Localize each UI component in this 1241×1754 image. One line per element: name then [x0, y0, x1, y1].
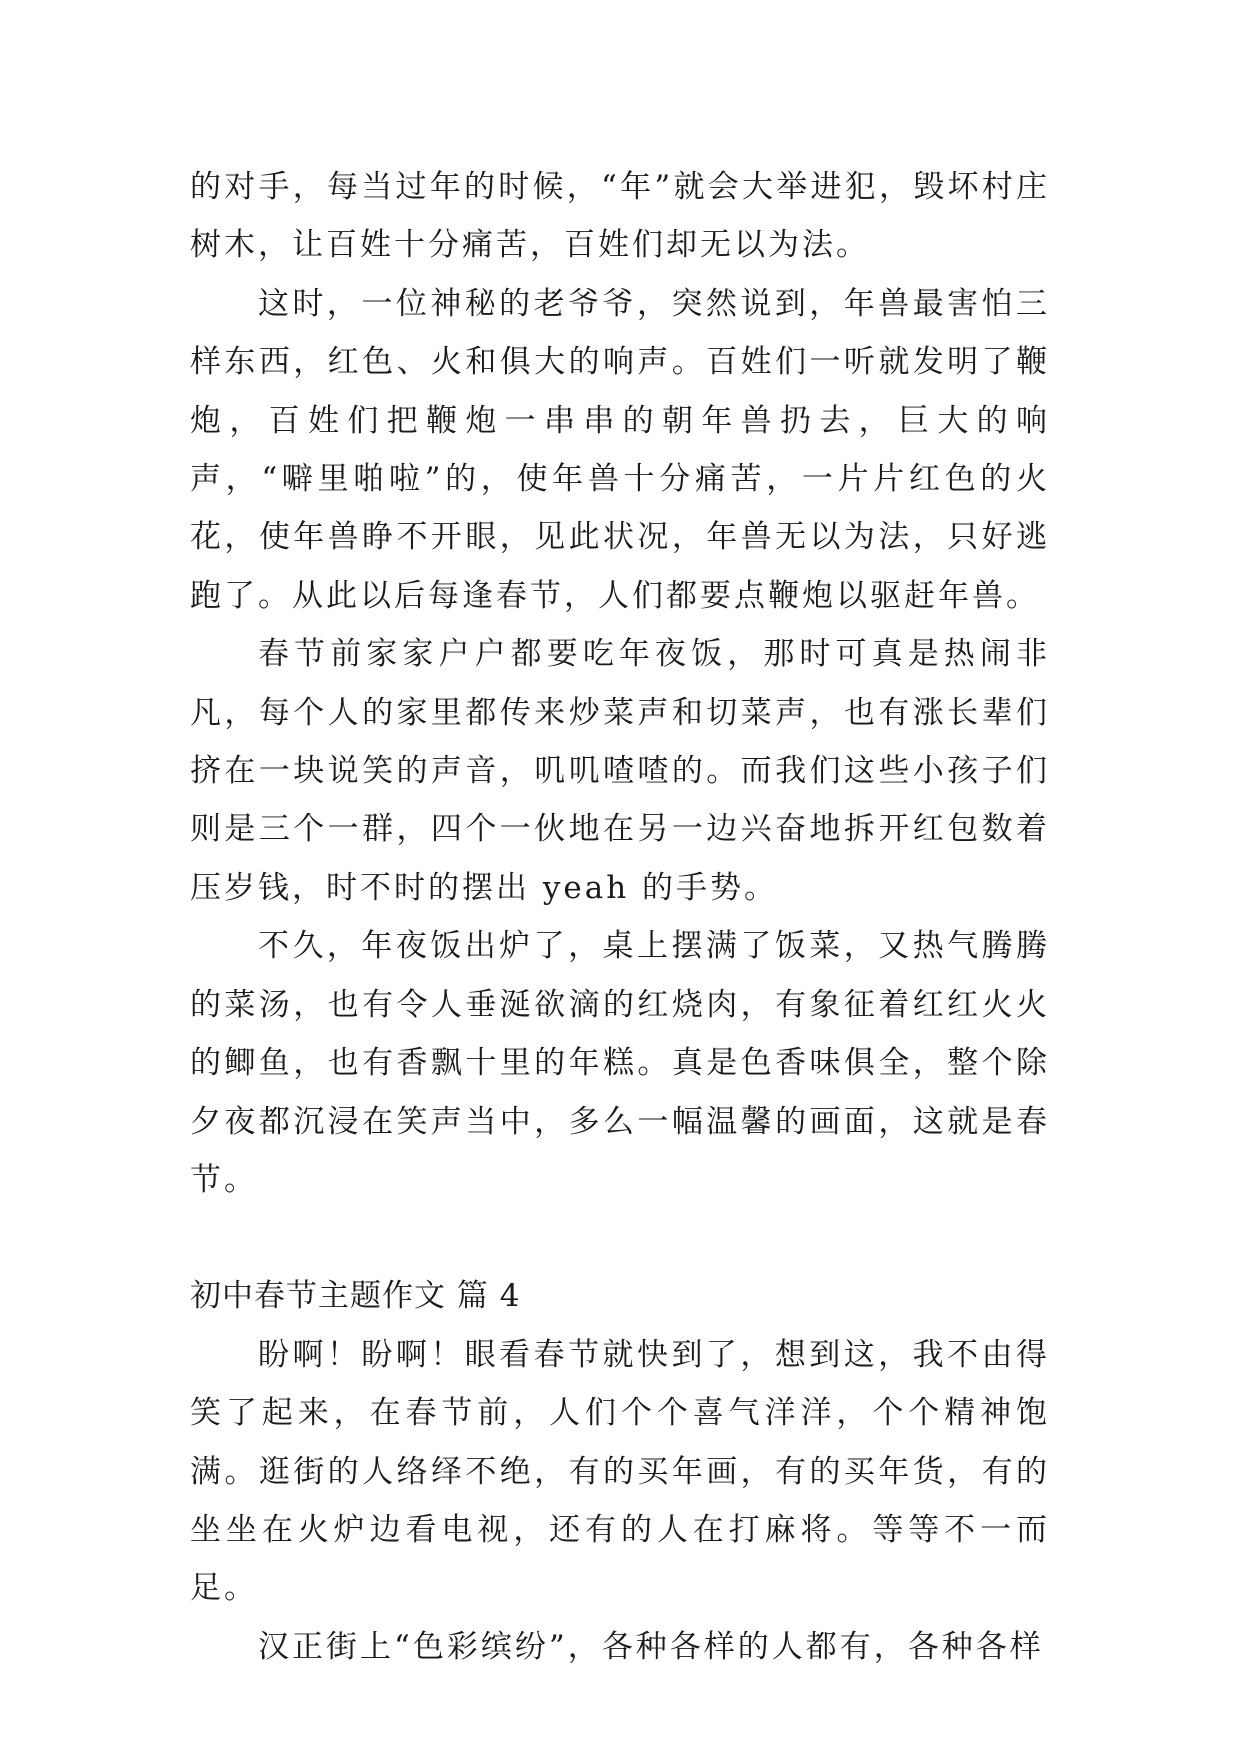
paragraph-hanzheng-street: 汉正街上“色彩缤纷”，各种各样的人都有，各种各样	[258, 1628, 1044, 1665]
paragraph-dinner-served: 不久，年夜饭出炉了，桌上摆满了饭菜，又热气腾腾的菜汤，也有令人垂涎欲滴的红烧肉，有象征着红红火火的鲫鱼，也有香飘十里的年糕。真是色香味俱全，整个除夕夜都沉浸在笑声当中，多么一幅温馨的画面，这就是春节。	[190, 928, 1050, 1198]
essay-heading: 初中春节主题作文 篇 4	[190, 1278, 521, 1315]
paragraph-continued: 的对手，每当过年的时候，“年”就会大举进犯，毁坏村庄树木，让百姓十分痛苦，百姓们却无以为法。	[190, 169, 1050, 264]
paragraph-old-man: 这时，一位神秘的老爷爷，突然说到，年兽最害怕三样东西，红色、火和俱大的响声。百姓们一听就发明了鞭炮，百姓们把鞭炮一串串的朝年兽扔去，巨大的响声，“噼里啪啦”的，使年兽十分痛苦，一片片红色的火花，使年兽睁不开眼，见此状况，年兽无以为法，只好逃跑了。从此以后每逢春节，人们都要点鞭炮以驱赶年兽。	[190, 285, 1050, 614]
document-body	[190, 158, 1050, 1676]
paragraph-new-year-eve-dinner: 春节前家家户户都要吃年夜饭，那时可真是热闹非凡，每个人的家里都传来炒菜声和切菜声，也有涨长辈们挤在一块说笑的声音，叽叽喳喳的。而我们这些小孩子们则是三个一群，四个一伙地在另一边兴奋地拆开红包数着压岁钱，时不时的摆出 yeah 的手势。	[190, 636, 1050, 906]
paragraph-looking-forward: 盼啊！盼啊！眼看春节就快到了，想到这，我不由得笑了起来，在春节前，人们个个喜气洋洋，个个精神饱满。逛街的人络绎不绝，有的买年画，有的买年货，有的坐坐在火炉边看电视，还有的人在打麻将。等等不一而足。	[190, 1336, 1050, 1607]
